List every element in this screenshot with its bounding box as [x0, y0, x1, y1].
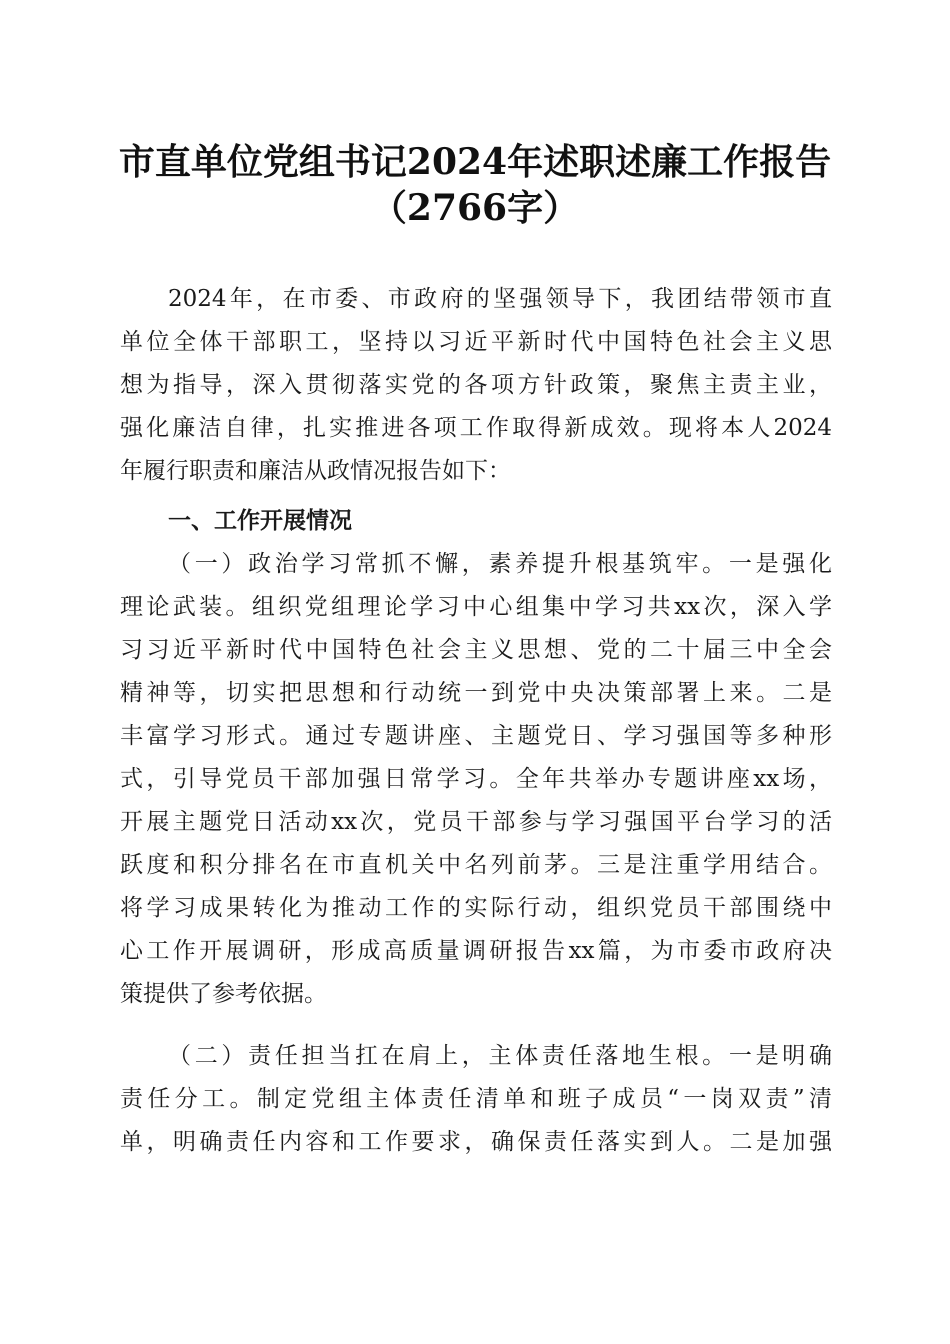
paragraph-line: 开展主题党日活动xx次，党员干部参与学习强国平台学习的活	[120, 809, 832, 835]
paragraph-line: （二）责任担当扛在肩上，主体责任落地生根。一是明确	[168, 1043, 832, 1069]
document-word-count: （2766字）	[370, 187, 580, 229]
paragraph-line: 策提供了参考依据。	[120, 981, 327, 1007]
paragraph-line: 2024年，在市委、市政府的坚强领导下，我团结带领市直	[168, 286, 832, 312]
paragraph-line: 精神等，切实把思想和行动统一到党中央决策部署上来。二是	[120, 680, 832, 706]
paragraph-line: 责任分工。制定党组主体责任清单和班子成员“一岗双责”清	[120, 1086, 832, 1112]
document-title: 市直单位党组书记2024年述职述廉工作报告	[118, 141, 832, 183]
intro-paragraph	[120, 278, 832, 493]
section-heading-block	[120, 500, 832, 543]
paragraph-line: 习习近平新时代中国特色社会主义思想、党的二十届三中全会	[120, 637, 832, 663]
paragraph-line: 年履行职责和廉洁从政情况报告如下：	[120, 458, 511, 484]
subsection-one-paragraph	[120, 543, 832, 1016]
paragraph-line: 式，引导党员干部加强日常学习。全年共举办专题讲座xx场，	[120, 766, 832, 792]
paragraph-line: （一）政治学习常抓不懈，素养提升根基筑牢。一是强化	[168, 551, 832, 577]
paragraph-line: 单位全体干部职工，坚持以习近平新时代中国特色社会主义思	[120, 329, 832, 355]
paragraph-line: 跃度和积分排名在市直机关中名列前茅。三是注重学用结合。	[120, 852, 832, 878]
paragraph-line: 理论武装。组织党组理论学习中心组集中学习共xx次，深入学	[120, 594, 832, 620]
paragraph-line: 单，明确责任内容和工作要求，确保责任落实到人。二是加强	[120, 1129, 832, 1155]
paragraph-line: 心工作开展调研，形成高质量调研报告xx篇，为市委市政府决	[120, 938, 832, 964]
paragraph-line: 想为指导，深入贯彻落实党的各项方针政策，聚焦主责主业，	[120, 372, 832, 398]
section-heading: 一、工作开展情况	[168, 508, 352, 534]
paragraph-line: 强化廉洁自律，扎实推进各项工作取得新成效。现将本人2024	[120, 415, 832, 441]
subsection-two-paragraph	[120, 1035, 832, 1164]
paragraph-line: 将学习成果转化为推动工作的实际行动，组织党员干部围绕中	[120, 895, 832, 921]
paragraph-line: 丰富学习形式。通过专题讲座、主题党日、学习强国等多种形	[120, 723, 832, 749]
